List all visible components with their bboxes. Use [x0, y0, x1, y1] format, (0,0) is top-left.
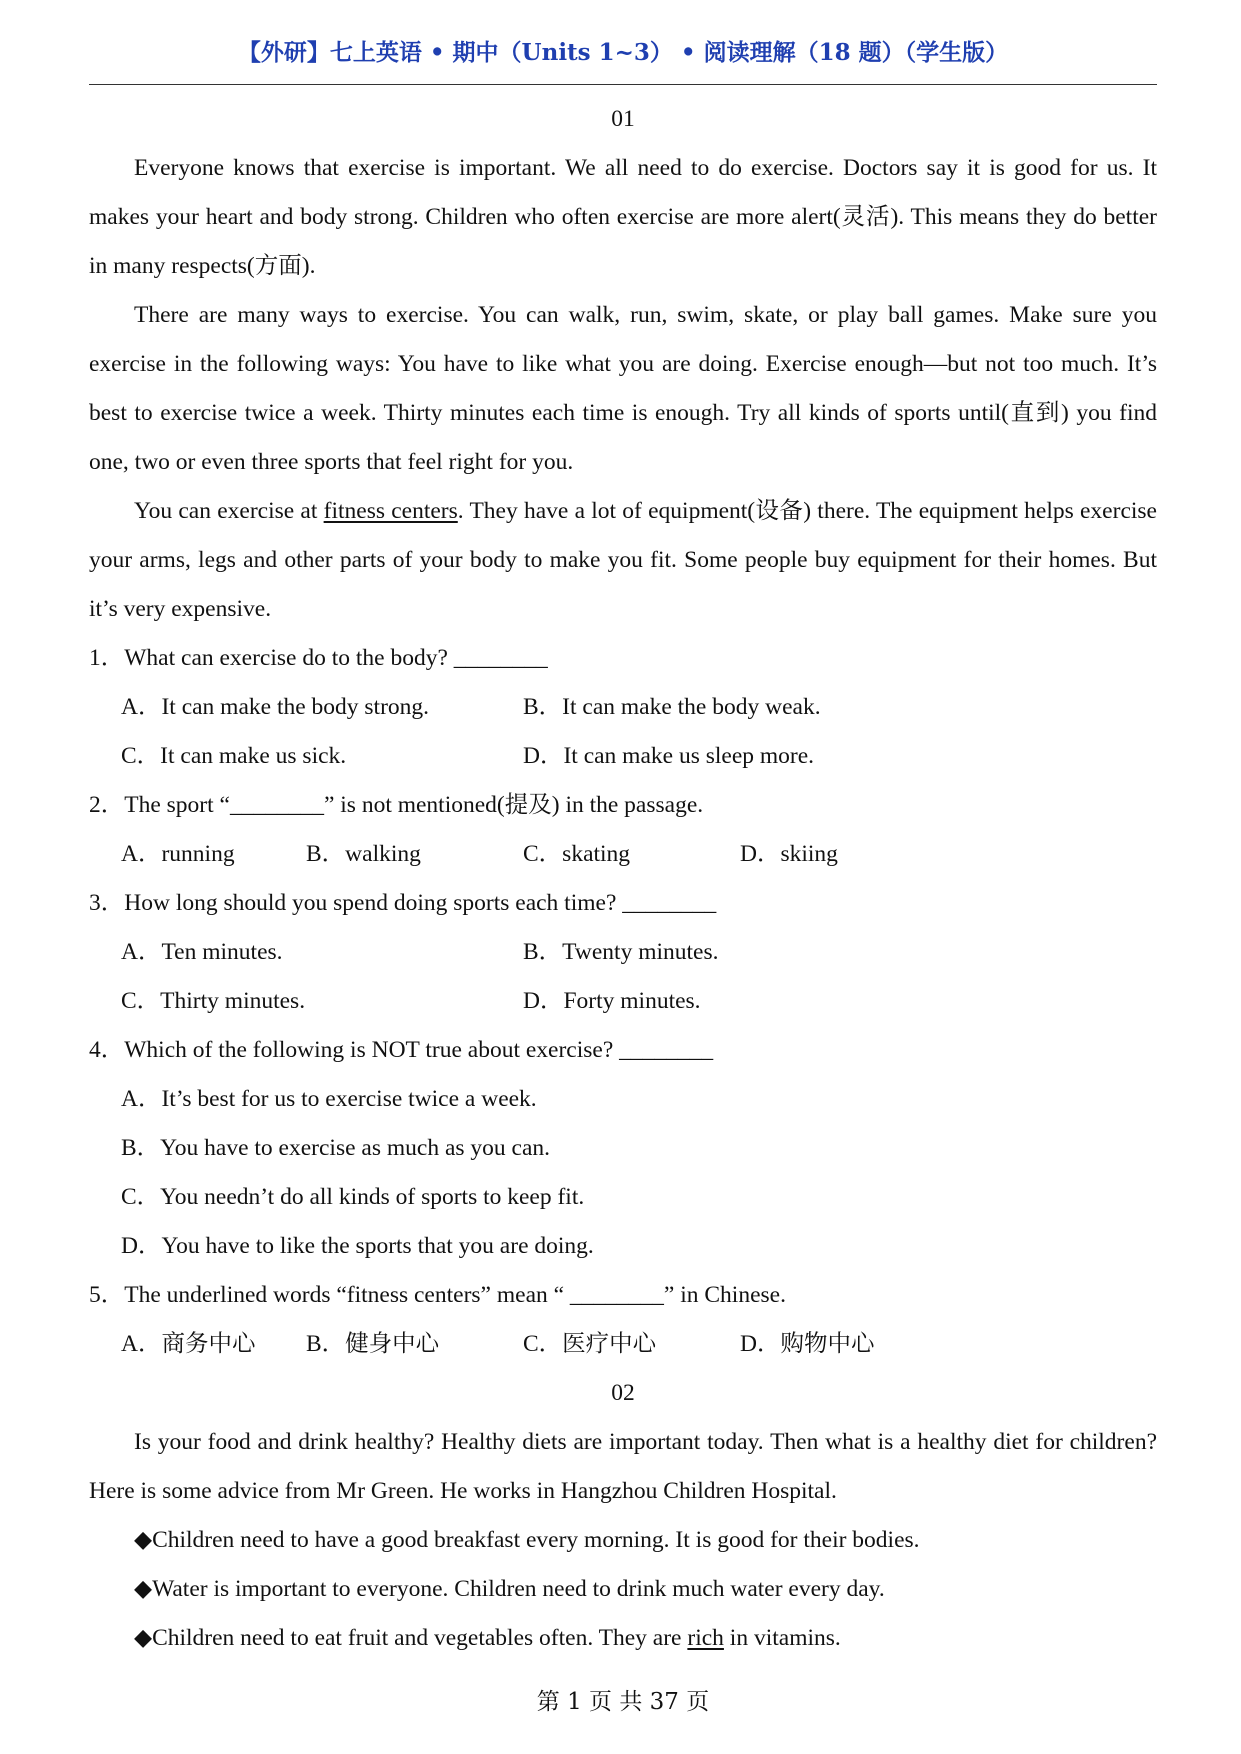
question-5-option-c[interactable]: C．医疗中心	[523, 1331, 657, 1357]
p3-text-before: You can exercise at	[134, 498, 324, 524]
question-5-option-b[interactable]: B．健身中心	[306, 1331, 440, 1357]
question-5-option-a[interactable]: A．商务中心	[121, 1331, 256, 1357]
question-4-stem: 4．Which of the following is NOT true about exercise? ________	[89, 1037, 714, 1063]
question-1-option-c[interactable]: C．It can make us sick.	[121, 743, 347, 769]
passage2-bullet-3	[89, 1614, 1157, 1663]
page-content	[89, 95, 1157, 1663]
question-5-option-d[interactable]: D．购物中心	[740, 1331, 875, 1357]
question-2-option-c[interactable]: C．skating	[523, 841, 631, 867]
question-1-option-d[interactable]: D．It can make us sleep more.	[523, 743, 815, 769]
passage2-bullet-2: ◆Water is important to everyone. Children need to drink much water every day.	[134, 1576, 885, 1602]
question-5-options-row	[89, 1320, 1157, 1369]
question-4-option-c[interactable]: C．You needn’t do all kinds of sports to keep fit.	[121, 1184, 585, 1210]
passage2-bullet-1: ◆Children need to have a good breakfast every morning. It is good for their bodies.	[134, 1527, 920, 1553]
passage1-paragraph-1: Everyone knows that exercise is important. We all need to do exercise. Doctors say it is good for us. It makes your heart and body strong. Children who often exercise are more alert(灵活). This means they do better in many respects(方面).	[89, 155, 1157, 279]
passage2-paragraph-1: Is your food and drink healthy? Healthy diets are important today. Then what is a healthy diet for children? Here is some advice from Mr Green. He works in Hangzhou Children Hospital.	[89, 1429, 1157, 1504]
question-2-options-row	[89, 830, 1157, 879]
question-3-option-b[interactable]: B．Twenty minutes.	[523, 939, 719, 965]
question-1-options-row-1	[89, 683, 1157, 732]
question-4-option-a[interactable]: A．It’s best for us to exercise twice a week.	[121, 1086, 537, 1112]
p3-text-after: . They have a lot of equipment(设备) there. The equipment helps exercise your arms, legs and other parts of your body to make you fit. Some people buy equipment for their homes. But it’s very expensive.	[89, 498, 1157, 622]
passage1-paragraph-2: There are many ways to exercise. You can walk, run, swim, skate, or play ball games. Make sure you exercise in the following ways: You have to like what you are doing. Exercise enough—but not too much. It’s best to exercise twice a week. Thirty minutes each time is enough. Try all kinds of sports until(直到) you find one, two or even three sports that feel right for you.	[89, 302, 1157, 475]
header-divider	[89, 84, 1157, 85]
question-4-option-d[interactable]: D．You have to like the sports that you are doing.	[121, 1233, 594, 1259]
underlined-rich: rich	[687, 1625, 724, 1651]
question-1-option-b[interactable]: B．It can make the body weak.	[523, 694, 821, 720]
page-header-title: 【外研】七上英语 • 期中（Units 1~3） • 阅读理解（18 题）（学生版）	[237, 39, 1009, 66]
question-5-stem: 5．The underlined words “fitness centers” mean “ ________” in Chinese.	[89, 1282, 786, 1308]
section-number-02: 02	[611, 1380, 635, 1406]
question-3-option-c[interactable]: C．Thirty minutes.	[121, 988, 306, 1014]
passage1-paragraph-3	[89, 487, 1157, 634]
bullet3-text-after: in vitamins.	[723, 1625, 841, 1651]
question-1-options-row-2	[89, 732, 1157, 781]
question-3-option-d[interactable]: D．Forty minutes.	[523, 988, 701, 1014]
question-4-option-b[interactable]: B．You have to exercise as much as you can.	[121, 1135, 551, 1161]
question-3-stem: 3．How long should you spend doing sports each time? ________	[89, 890, 717, 916]
underlined-fitness-centers: fitness centers	[323, 498, 458, 524]
page-footer-number: 第 1 页 共 37 页	[536, 1689, 710, 1715]
bullet3-text-before: ◆Children need to eat fruit and vegetables often. They are	[134, 1625, 688, 1651]
question-3-option-a[interactable]: A．Ten minutes.	[121, 939, 283, 965]
question-1-option-a[interactable]: A．It can make the body strong.	[121, 694, 430, 720]
question-2-stem: 2．The sport “________” is not mentioned(提及) in the passage.	[89, 792, 704, 818]
document-page	[89, 0, 1157, 1754]
question-2-option-a[interactable]: A．running	[121, 841, 235, 867]
question-2-option-d[interactable]: D．skiing	[740, 841, 838, 867]
question-3-options-row-1	[89, 928, 1157, 977]
question-3-options-row-2	[89, 977, 1157, 1026]
section-number-01: 01	[611, 106, 635, 132]
question-1-stem: 1．What can exercise do to the body? ________	[89, 645, 548, 671]
question-2-option-b[interactable]: B．walking	[306, 841, 421, 867]
